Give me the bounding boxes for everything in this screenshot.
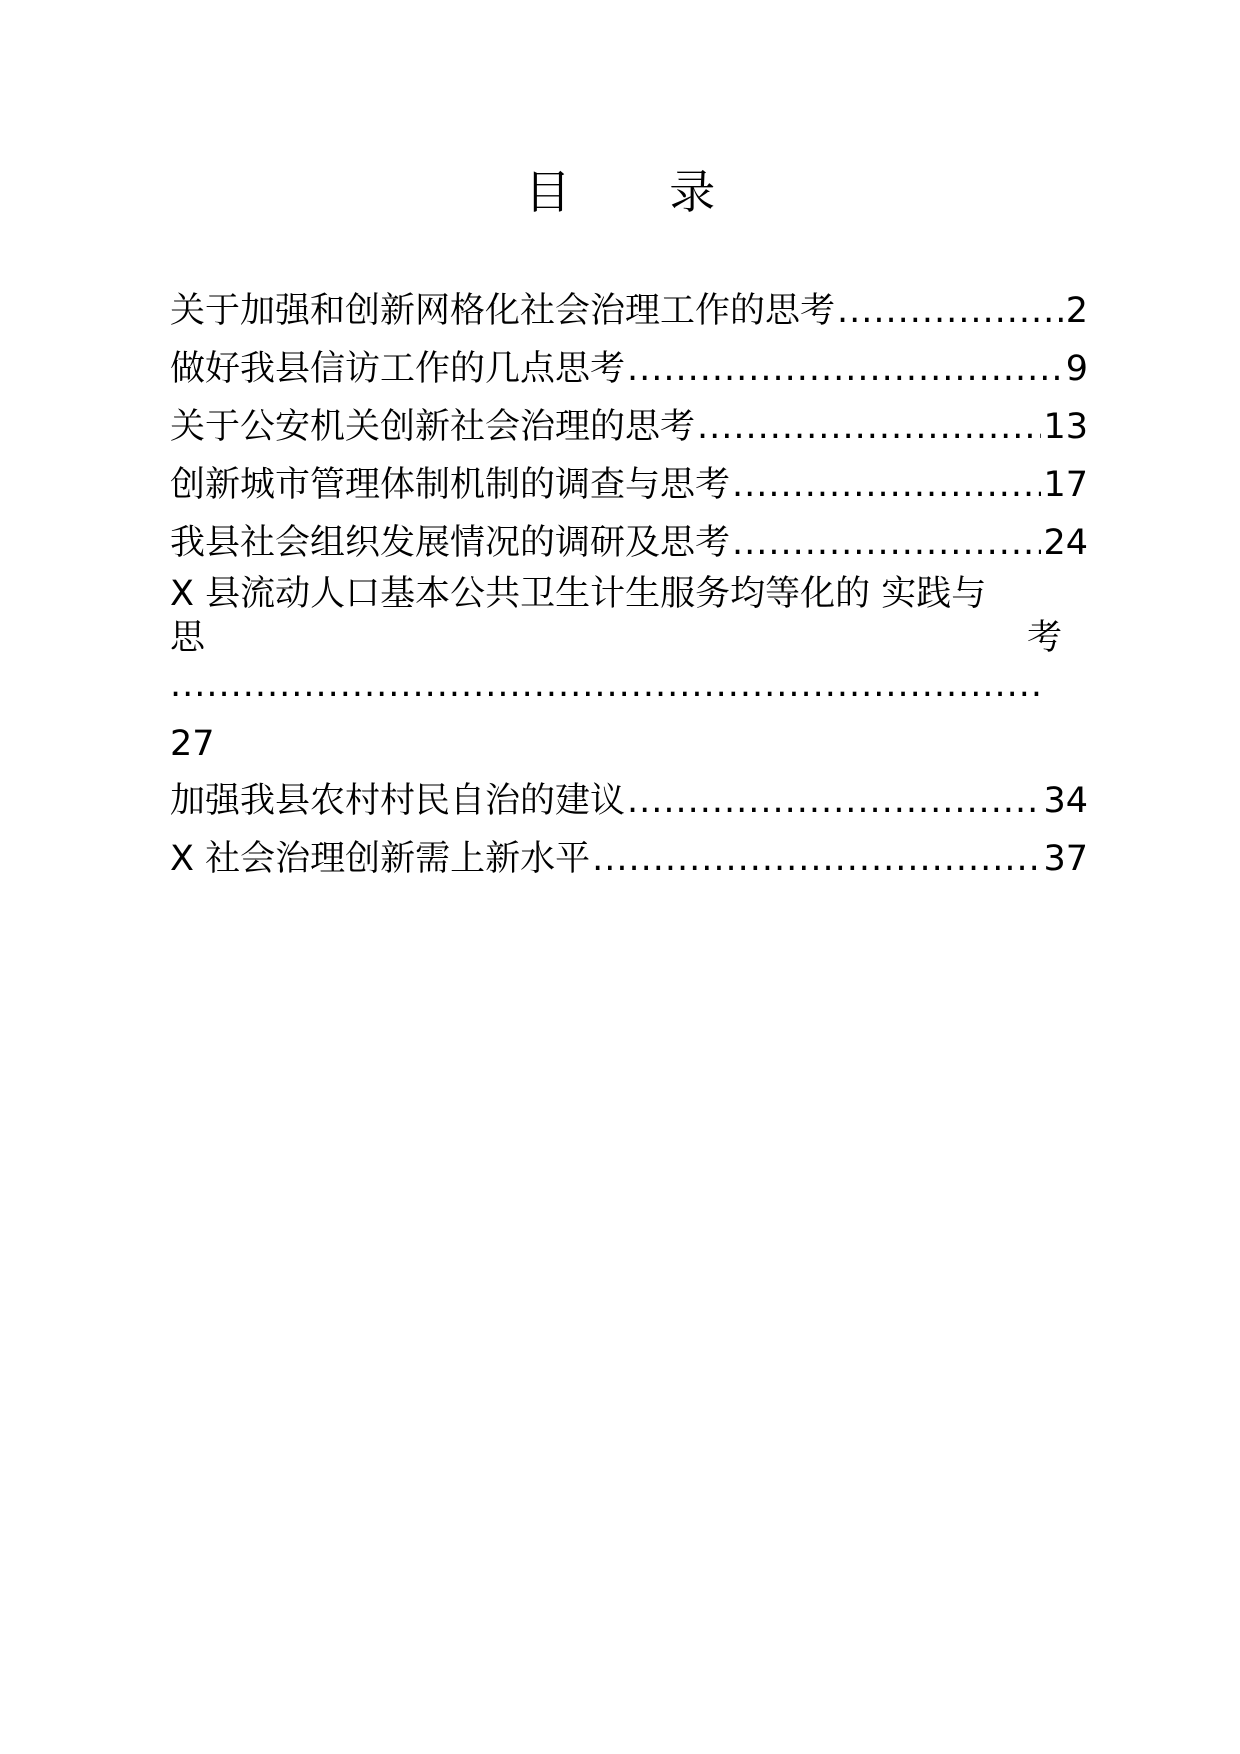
toc-entry[interactable]: [170, 398, 1088, 456]
table-of-contents: [170, 282, 1088, 888]
toc-entry-label: 做好我县信访工作的几点思考: [170, 349, 626, 389]
toc-entry-multiline[interactable]: [170, 572, 1062, 772]
dot-leader: [732, 456, 1041, 514]
toc-entry-page: 17: [1043, 465, 1088, 505]
toc-entry-label: 关于加强和创新网格化社会治理工作的思考: [170, 291, 836, 331]
dot-leader: [837, 282, 1064, 340]
toc-entry[interactable]: [170, 514, 1088, 572]
toc-entry-page: 24: [1043, 523, 1088, 563]
toc-entry-page: 13: [1043, 407, 1088, 447]
toc-entry[interactable]: [170, 282, 1088, 340]
toc-entry[interactable]: [170, 830, 1088, 888]
toc-entry-label-line1: X 县流动人口基本公共卫生计生服务均等化的 实践与: [170, 574, 987, 614]
toc-entry-label: 创新城市管理体制机制的调查与思考: [170, 465, 731, 505]
toc-entry-page: 27: [170, 724, 215, 764]
dot-leader: [170, 660, 1040, 716]
dot-leader: [592, 830, 1041, 888]
toc-entry-page: 37: [1043, 839, 1088, 879]
toc-entry-label: 加强我县农村村民自治的建议: [170, 781, 626, 821]
toc-entry-label: 关于公安机关创新社会治理的思考: [170, 407, 696, 447]
dot-leader: [627, 340, 1064, 398]
dot-leader: [627, 772, 1041, 830]
dot-leader: [732, 514, 1041, 572]
toc-entry-page: 9: [1065, 349, 1088, 389]
toc-title: 目 录: [524, 165, 758, 219]
toc-entry-label: 我县社会组织发展情况的调研及思考: [170, 523, 731, 563]
dot-leader: [697, 398, 1041, 456]
toc-entry-label-line2: [170, 616, 1062, 660]
toc-entry[interactable]: [170, 456, 1088, 514]
toc-entry-label-line2-start: 思: [170, 618, 206, 658]
toc-entry-page: 2: [1065, 291, 1088, 331]
toc-entry-label: X 社会治理创新需上新水平: [170, 839, 591, 879]
toc-entry[interactable]: [170, 340, 1088, 398]
toc-entry[interactable]: [170, 772, 1088, 830]
toc-entry-page: 34: [1043, 781, 1088, 821]
toc-entry-label-line2-end: 考: [1026, 618, 1062, 658]
